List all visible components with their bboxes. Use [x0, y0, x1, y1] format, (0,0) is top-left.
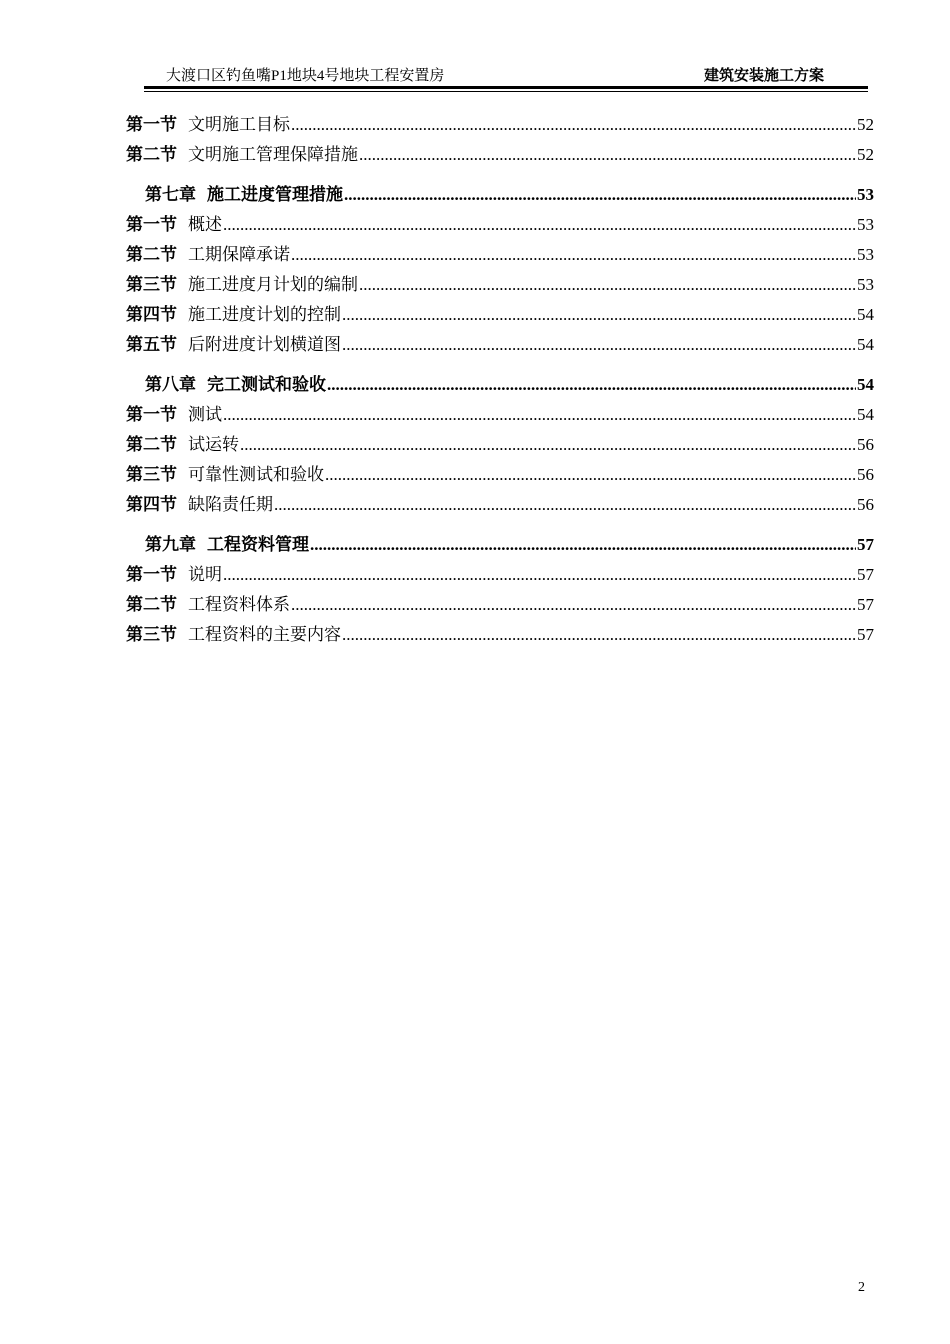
- toc-entry-number: 第二节: [126, 435, 177, 455]
- toc-entry-title: 施工进度管理措施: [207, 185, 343, 205]
- toc-entry-page: 57: [857, 535, 874, 554]
- toc-entry-number: 第二节: [126, 145, 177, 165]
- toc-entry-title: 文明施工管理保障措施: [188, 145, 358, 165]
- toc-dot-leader: [327, 372, 856, 398]
- toc-entry-number: 第四节: [126, 495, 177, 515]
- toc-section-entry[interactable]: [126, 398, 874, 428]
- toc-dot-leader: [240, 432, 856, 458]
- toc-entry-number: 第九章: [145, 535, 196, 555]
- toc-dot-leader: [344, 182, 856, 208]
- toc-entry-title: 说明: [188, 565, 222, 585]
- toc-entry-title: 概述: [188, 215, 222, 235]
- toc-entry-number: 第三节: [126, 275, 177, 295]
- toc-dot-leader: [342, 332, 856, 358]
- toc-entry-title: 文明施工目标: [188, 115, 290, 135]
- toc-entry-page: 52: [857, 115, 874, 134]
- toc-entry-page: 56: [857, 495, 874, 514]
- toc-section-entry[interactable]: [126, 108, 874, 138]
- toc-entry-number: 第七章: [145, 185, 196, 205]
- toc-entry-title: 工程资料体系: [188, 595, 290, 615]
- toc-entry-page: 53: [857, 245, 874, 264]
- toc-dot-leader: [223, 562, 856, 588]
- toc-entry-title: 工期保障承诺: [188, 245, 290, 265]
- page-header: [144, 60, 868, 86]
- toc-section-entry[interactable]: [126, 488, 874, 518]
- toc-entry-number: 第三节: [126, 625, 177, 645]
- toc-entry-page: 53: [857, 215, 874, 234]
- toc-dot-leader: [359, 142, 856, 168]
- toc-entry-page: 54: [857, 405, 874, 424]
- toc-section-entry[interactable]: [126, 298, 874, 328]
- toc-entry-title: 缺陷责任期: [188, 495, 273, 515]
- toc-dot-leader: [359, 272, 856, 298]
- toc-section-entry[interactable]: [126, 238, 874, 268]
- toc-section-entry[interactable]: [126, 268, 874, 298]
- page-number: 2: [858, 1280, 865, 1295]
- table-of-contents: [126, 108, 874, 648]
- toc-dot-leader: [342, 622, 856, 648]
- toc-entry-title: 可靠性测试和验收: [188, 465, 324, 485]
- toc-entry-page: 56: [857, 465, 874, 484]
- header-project-title: 大渡口区钓鱼嘴P1地块4号地块工程安置房: [166, 68, 445, 84]
- toc-section-entry[interactable]: [126, 208, 874, 238]
- toc-entry-title: 施工进度计划的控制: [188, 305, 341, 325]
- toc-dot-leader: [223, 212, 856, 238]
- toc-entry-page: 54: [857, 335, 874, 354]
- toc-dot-leader: [291, 592, 856, 618]
- toc-entry-page: 53: [857, 275, 874, 294]
- toc-entry-title: 后附进度计划横道图: [188, 335, 341, 355]
- toc-dot-leader: [310, 532, 856, 558]
- toc-section-entry[interactable]: [126, 618, 874, 648]
- toc-entry-page: 54: [857, 375, 874, 394]
- toc-chapter-entry[interactable]: [126, 358, 874, 398]
- toc-section-entry[interactable]: [126, 558, 874, 588]
- header-rule-thin: [144, 91, 868, 92]
- toc-entry-title: 测试: [188, 405, 222, 425]
- toc-entry-number: 第四节: [126, 305, 177, 325]
- toc-dot-leader: [342, 302, 856, 328]
- header-document-title: 建筑安装施工方案: [703, 66, 824, 84]
- toc-entry-title: 工程资料管理: [207, 535, 309, 555]
- toc-entry-page: 57: [857, 565, 874, 584]
- toc-entry-title: 工程资料的主要内容: [188, 625, 341, 645]
- toc-entry-number: 第二节: [126, 245, 177, 265]
- toc-chapter-entry[interactable]: [126, 168, 874, 208]
- toc-entry-page: 54: [857, 305, 874, 324]
- toc-entry-title: 完工测试和验收: [207, 375, 326, 395]
- toc-entry-page: 52: [857, 145, 874, 164]
- toc-entry-number: 第一节: [126, 565, 177, 585]
- toc-dot-leader: [274, 492, 856, 518]
- toc-dot-leader: [325, 462, 856, 488]
- toc-section-entry[interactable]: [126, 588, 874, 618]
- toc-entry-page: 57: [857, 595, 874, 614]
- header-rule-thick: [144, 86, 868, 89]
- toc-entry-page: 56: [857, 435, 874, 454]
- toc-entry-page: 53: [857, 185, 874, 204]
- toc-section-entry[interactable]: [126, 428, 874, 458]
- toc-entry-number: 第五节: [126, 335, 177, 355]
- toc-entry-number: 第一节: [126, 405, 177, 425]
- toc-chapter-entry[interactable]: [126, 518, 874, 558]
- toc-entry-title: 施工进度月计划的编制: [188, 275, 358, 295]
- toc-section-entry[interactable]: [126, 458, 874, 488]
- toc-entry-title: 试运转: [188, 435, 239, 455]
- toc-entry-number: 第二节: [126, 595, 177, 615]
- toc-entry-number: 第三节: [126, 465, 177, 485]
- toc-section-entry[interactable]: [126, 138, 874, 168]
- toc-dot-leader: [291, 242, 856, 268]
- toc-entry-number: 第一节: [126, 215, 177, 235]
- toc-section-entry[interactable]: [126, 328, 874, 358]
- toc-dot-leader: [223, 402, 856, 428]
- toc-entry-number: 第八章: [145, 375, 196, 395]
- toc-entry-page: 57: [857, 625, 874, 644]
- toc-dot-leader: [291, 112, 856, 138]
- toc-entry-number: 第一节: [126, 115, 177, 135]
